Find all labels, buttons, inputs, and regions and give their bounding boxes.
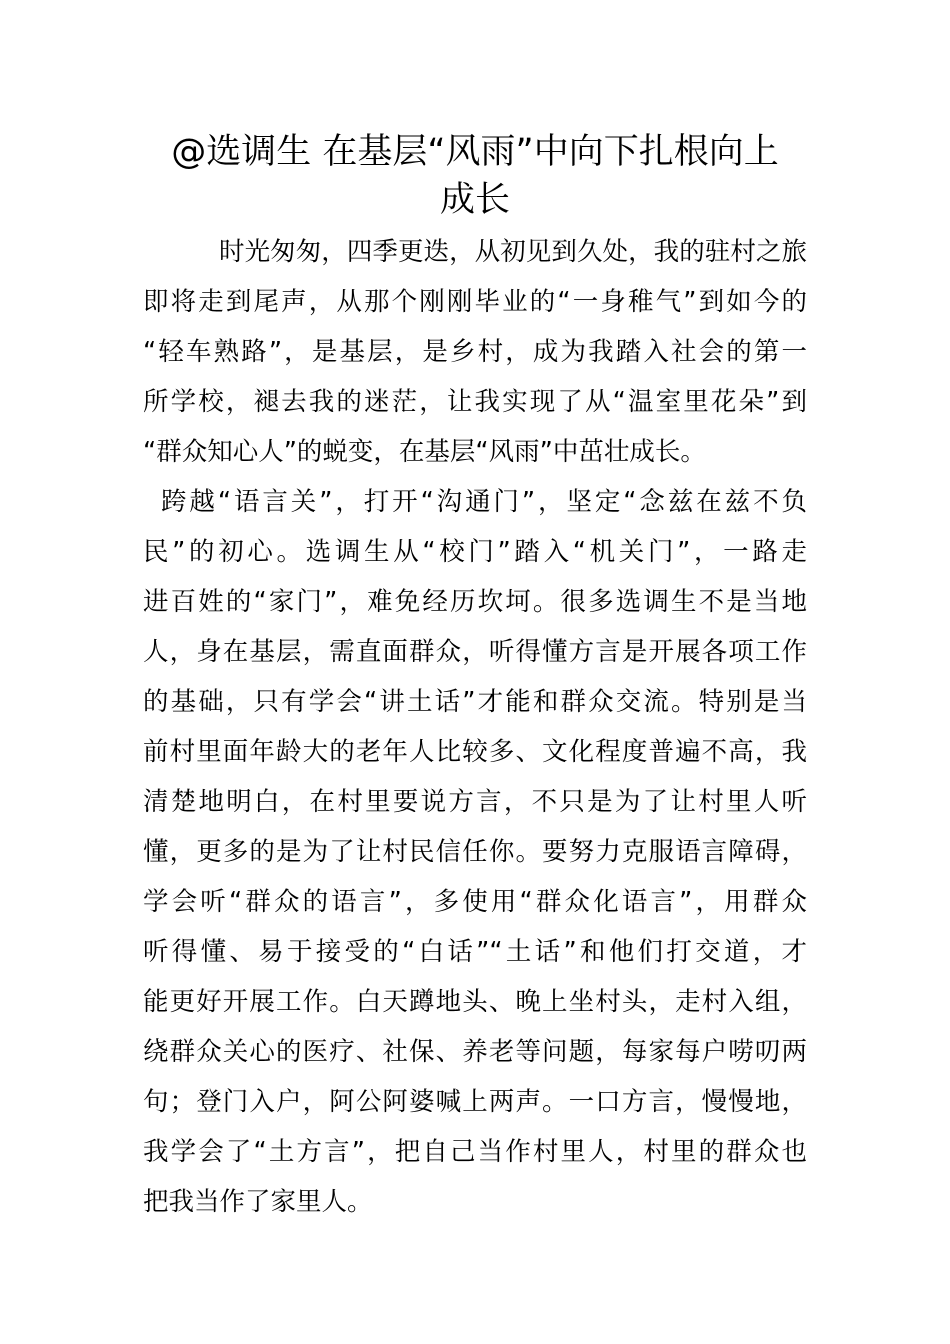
- text-line: 懂，更多的是为了让村民信任你。要努力克服语言障碍，: [143, 837, 807, 867]
- text-line: 清楚地明白，在村里要说方言，不只是为了让村里人听: [143, 787, 807, 817]
- text-line: 即将走到尾声，从那个刚刚毕业的“一身稚气”到如今的: [143, 287, 807, 317]
- article-title: [143, 128, 807, 224]
- text-line: 人，身在基层，需直面群众，听得懂方言是开展各项工作: [143, 637, 807, 667]
- article-body: [143, 227, 807, 1227]
- text-line: 民”的初心。选调生从“校门”踏入“机关门”，一路走: [143, 537, 807, 567]
- paragraph-1: [143, 227, 807, 477]
- text-line: “轻车熟路”，是基层，是乡村，成为我踏入社会的第一: [143, 337, 807, 367]
- text-line: “群众知心人”的蜕变，在基层“风雨”中茁壮成长。: [143, 437, 706, 467]
- text-line: 进百姓的“家门”，难免经历坎坷。很多选调生不是当地: [143, 587, 807, 617]
- text-line: 听得懂、易于接受的“白话”“土话”和他们打交道，才: [143, 937, 807, 967]
- text-line: 我学会了“土方言”，把自己当作村里人，村里的群众也: [143, 1137, 807, 1167]
- text-line: 时光匆匆，四季更迭，从初见到久处，我的驻村之旅: [219, 237, 807, 267]
- title-line: 成长: [439, 180, 510, 220]
- text-line: 能更好开展工作。白天蹲地头、晚上坐村头，走村入组，: [143, 987, 807, 1017]
- text-line: 所学校，褪去我的迷茫，让我实现了从“温室里花朵”到: [143, 387, 807, 417]
- text-line: 把我当作了家里人。: [143, 1187, 373, 1217]
- paragraph-2: [143, 477, 807, 1227]
- text-line: 的基础，只有学会“讲土话”才能和群众交流。特别是当: [143, 687, 807, 717]
- text-line: 跨越“语言关”，打开“沟通门”，坚定“念兹在兹不负: [161, 487, 807, 517]
- title-line: @选调生 在基层“风雨”中向下扎根向上: [171, 132, 779, 172]
- text-line: 前村里面年龄大的老年人比较多、文化程度普遍不高，我: [143, 737, 807, 767]
- text-line: 句；登门入户，阿公阿婆喊上两声。一口方言，慢慢地，: [143, 1087, 807, 1117]
- text-line: 学会听“群众的语言”，多使用“群众化语言”，用群众: [143, 887, 807, 917]
- text-line: 绕群众关心的医疗、社保、养老等问题，每家每户唠叨两: [143, 1037, 807, 1067]
